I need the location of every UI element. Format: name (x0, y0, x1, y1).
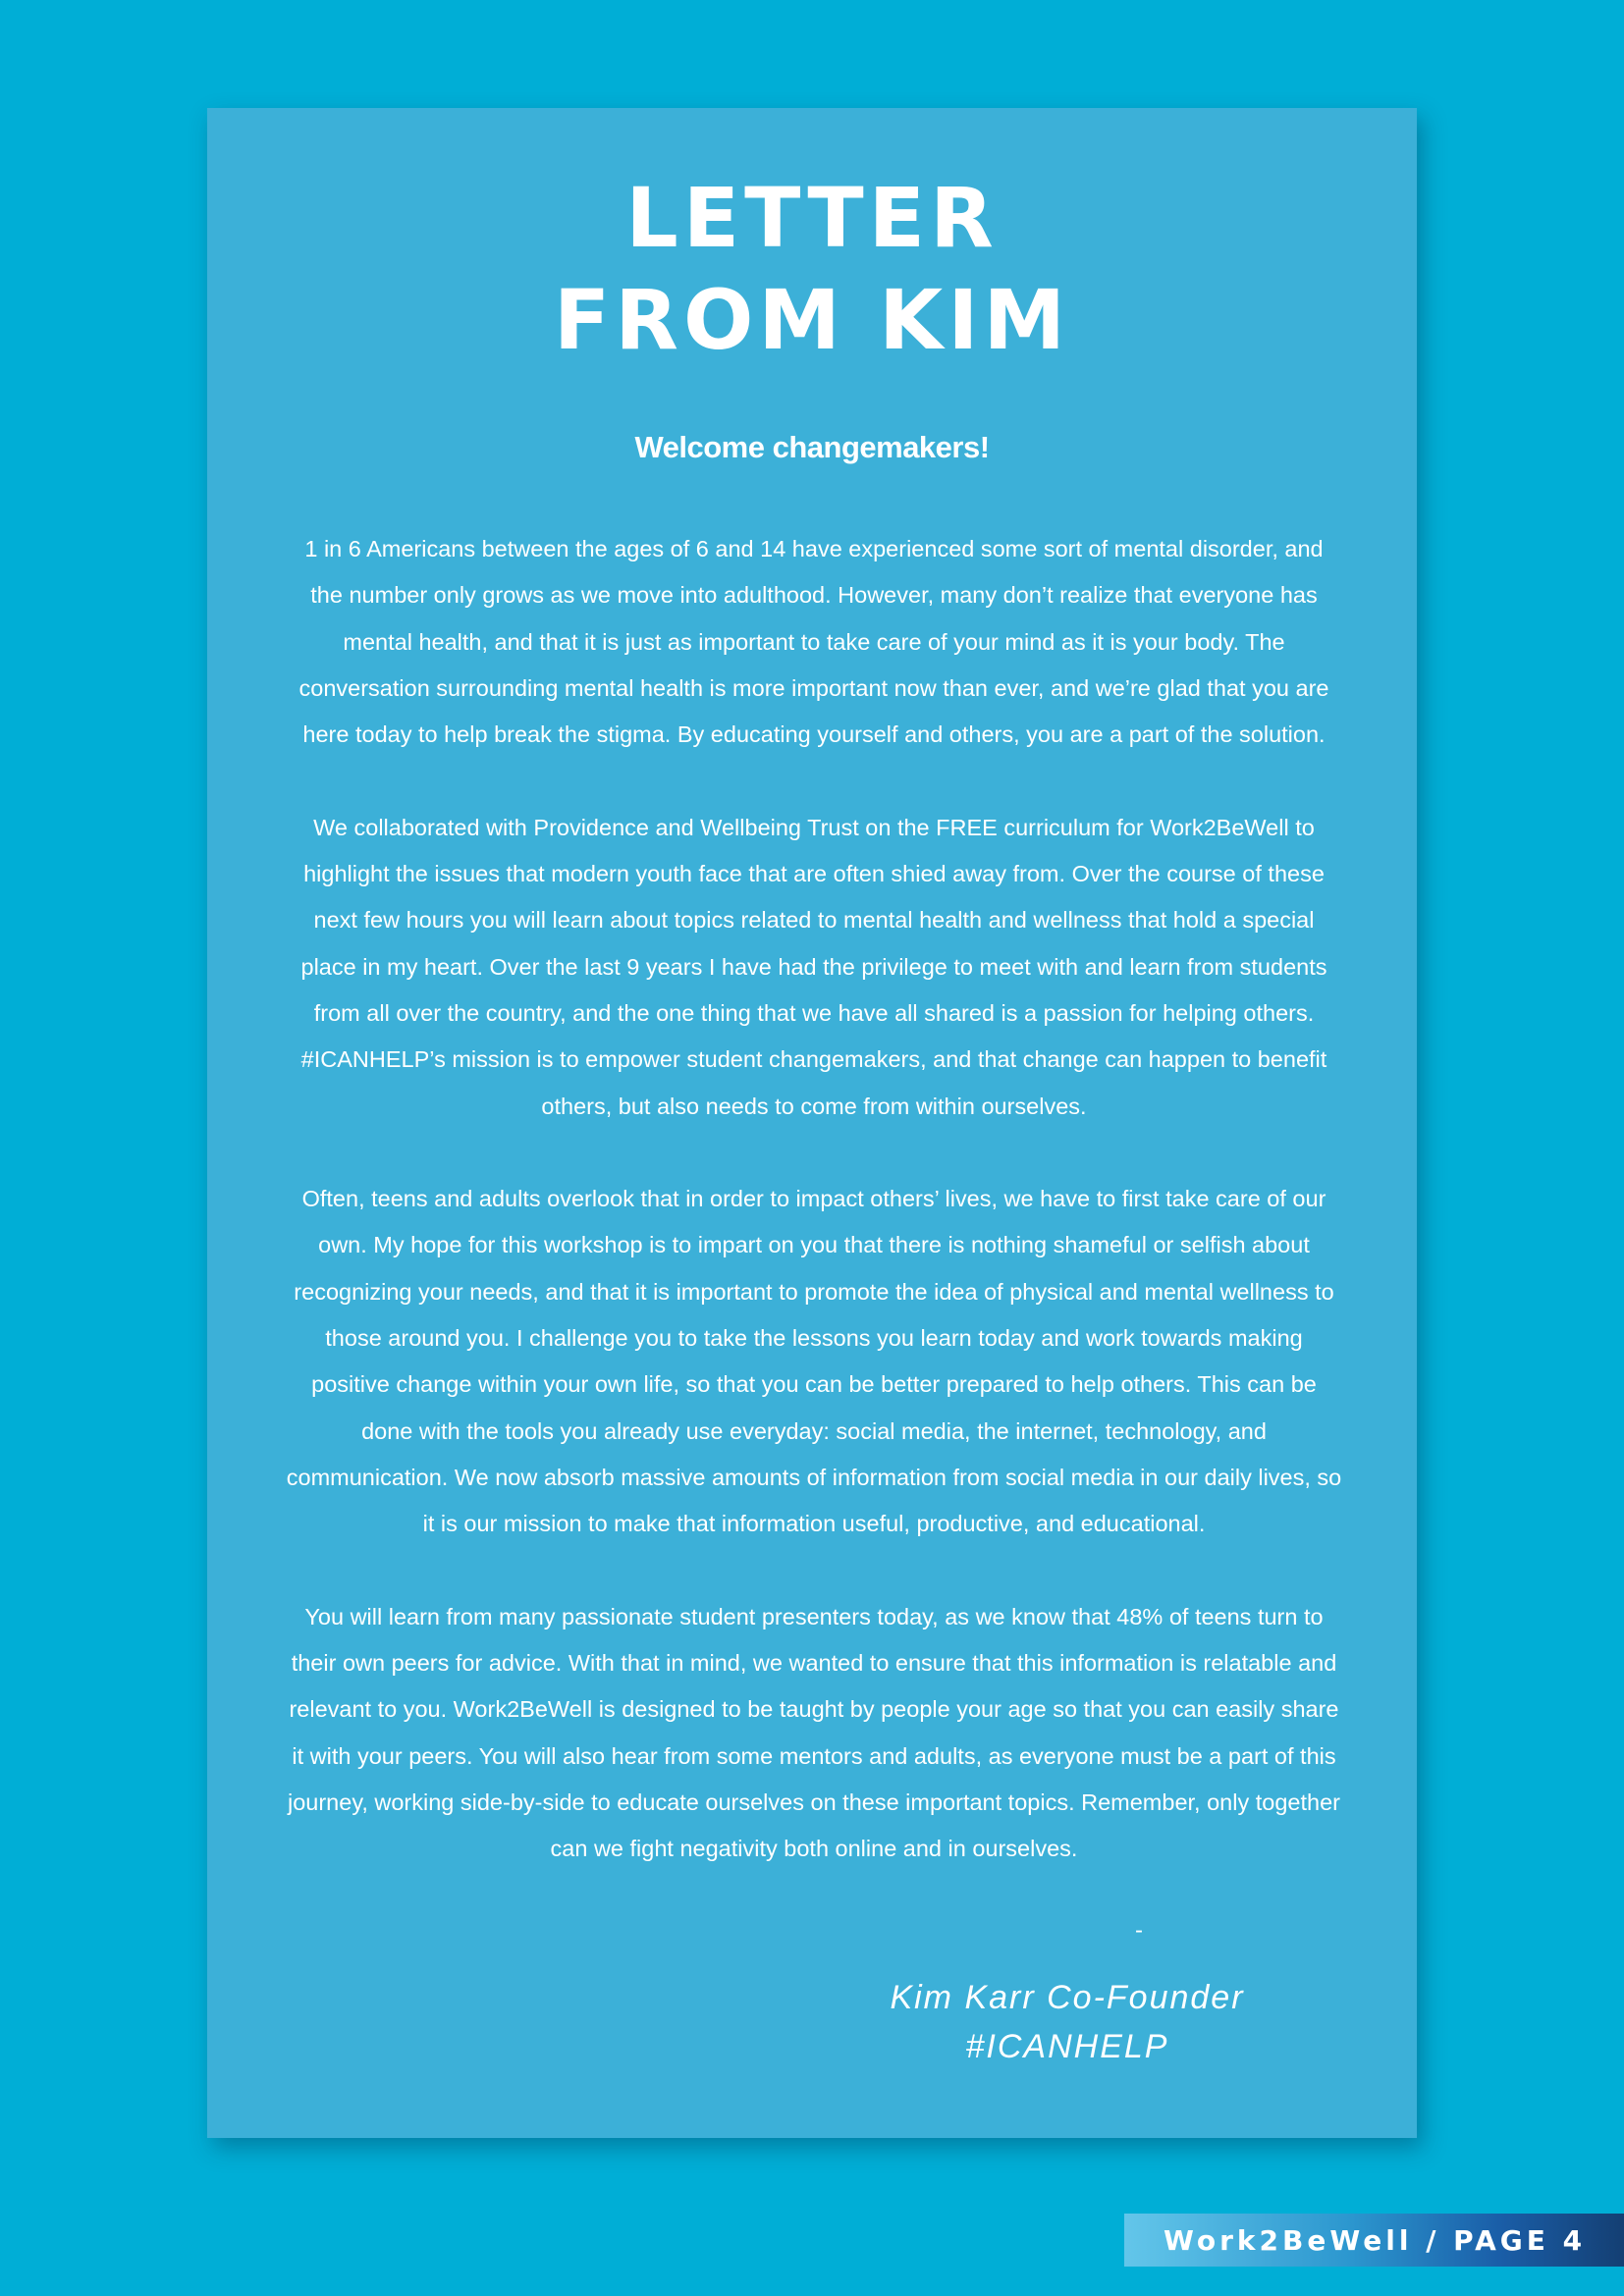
paragraph-3: Often, teens and adults overlook that in order to impact others’ lives, we have to first take care of our own. My hope for this workshop is to impart on you that there is nothing shameful or selfish about recognizing your needs, and that it is important to promote the idea of physical and mental wellness to those around you. I challenge you to take the lessons you learn today and work towards making positive change within your own life, so that you can be better prepared to help others. This can be done with the tools you already use everyday: social media, the internet, technology, and communication. We now absorb massive amounts of information from social media in our daily lives, so it is our mission to make that information useful, productive, and educational. (286, 1186, 1342, 1537)
letter-body (286, 526, 1342, 1873)
signature-dash: - (1135, 1917, 1143, 1944)
paragraph-2: We collaborated with Providence and Wellbeing Trust on the FREE curriculum for Work2BeWell to highlight the issues that modern youth face that are often shied away from. Over the course of these next few hours you will learn about topics related to mental health and wellness that hold a special place in my heart. Over the last 9 years I have had the privilege to meet with and learn from students from all over the country, and the one thing that we have all shared is a passion for helping others. #ICANHELP’s mission is to empower student changemakers, and that change can happen to benefit others, but also needs to come from within ourselves. (300, 814, 1327, 1119)
page-footer (1124, 2214, 1624, 2267)
footer-page-label: Work2BeWell / PAGE 4 (1164, 2223, 1587, 2257)
signature-org: #ICANHELP (965, 2028, 1169, 2065)
paragraph-1: 1 in 6 Americans between the ages of 6 and 14 have experienced some sort of mental disorder, and the number only grows as we move into adulthood. However, many don’t realize that everyone has mental health, and that it is just as important to take care of your mind as it is your body. The conversation surrounding mental health is more important now than ever, and we’re glad that you are here today to help break the stigma. By educating yourself and others, you are a part of the solution. (298, 536, 1329, 748)
paragraph-4: You will learn from many passionate student presenters today, as we know that 48% of teens turn to their own peers for advice. With that in mind, we wanted to ensure that this information is relatable and relevant to you. Work2BeWell is designed to be taught by people your age so that you can easily share it with your peers. You will also hear from some mentors and adults, as everyone must be a part of this journey, working side-by-side to educate ourselves on these important topics. Remember, only together can we fight negativity both online and in ourselves. (288, 1603, 1340, 1862)
title-line-2: FROM KIM (553, 272, 1071, 368)
title-line-1: LETTER (625, 170, 999, 266)
greeting: Welcome changemakers! (634, 430, 990, 464)
letter-panel (207, 108, 1417, 2138)
signature (871, 1973, 1264, 2071)
signature-name: Kim Karr Co-Founder (890, 1979, 1245, 2016)
page-title (207, 167, 1417, 371)
